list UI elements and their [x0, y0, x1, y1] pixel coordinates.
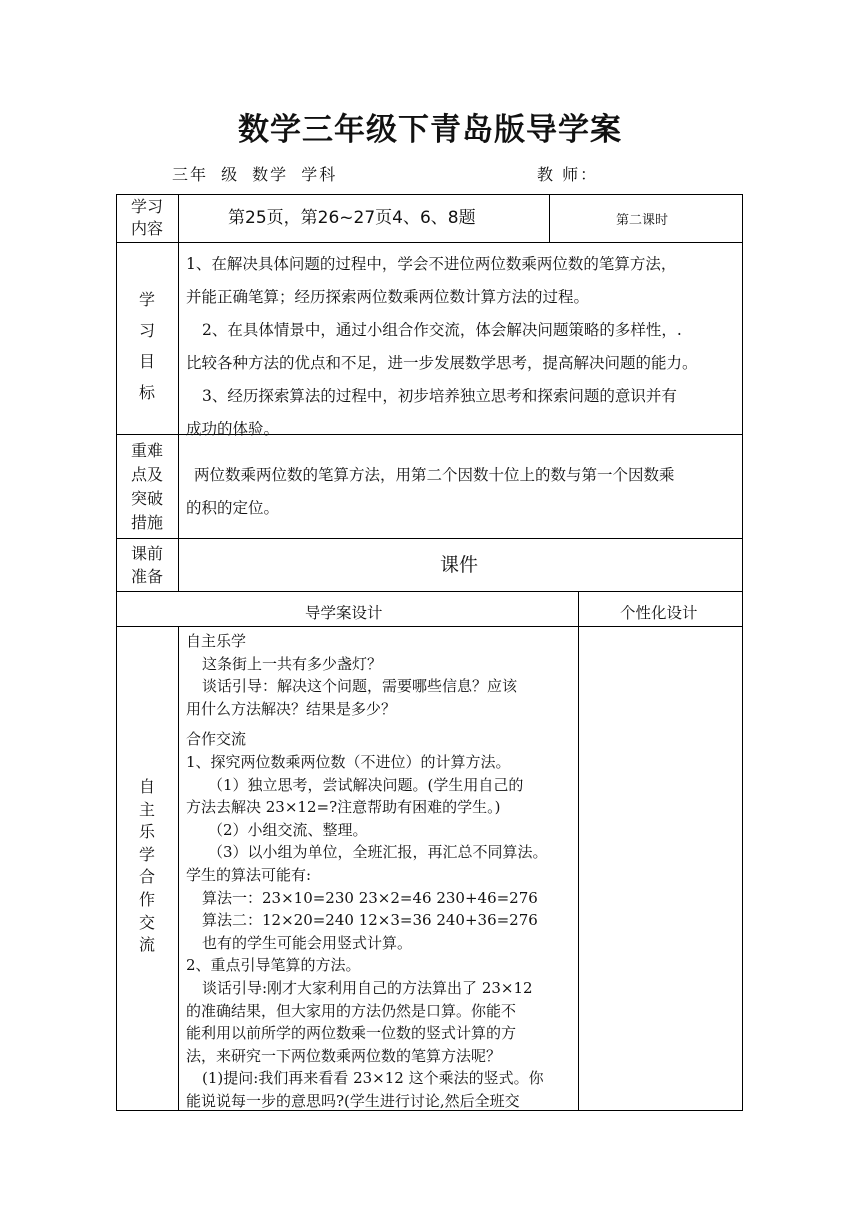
- content-line: 用什么方法解决？结果是多少？: [186, 699, 397, 718]
- learning-goals: [186, 248, 738, 446]
- lesson-column-divider: [549, 194, 550, 242]
- key-points-label-line: 重难: [130, 441, 163, 460]
- content-line: （3）以小组为单位，全班汇报，再汇总不同算法。: [208, 843, 548, 862]
- goal-line: 3、经历探索算法的过程中，初步培养独立思考和探索问题的意识并有: [202, 387, 677, 405]
- teacher-label: 教 师：: [537, 165, 599, 184]
- prep-label-line: 准备: [130, 567, 163, 586]
- content-line: 能利用以前所学的两位数乘一位数的竖式计算的方: [186, 1024, 517, 1043]
- content-line: 方法去解决 23×12=?注意帮助有困难的学生。): [186, 798, 501, 817]
- section-heading: 自主乐学: [186, 632, 247, 650]
- content-line: 这条街上一共有多少盏灯？: [202, 654, 383, 673]
- main-label-char: 流: [138, 935, 155, 955]
- lesson-number: 第二课时: [616, 213, 669, 228]
- prep-content: 课件: [440, 554, 479, 576]
- content-line: 算法二：12×20=240 12×3=36 240+36=276: [202, 911, 538, 930]
- lesson-design-content: [186, 630, 576, 1112]
- spacer: [186, 720, 576, 728]
- key-points-line: 的积的定位。: [186, 499, 280, 517]
- main-label-char: 交: [138, 912, 155, 932]
- content-line: 也有的学生可能会用竖式计算。: [202, 933, 413, 952]
- content-line: (1)提问:我们再来看看 23×12 这个乘法的竖式。你: [202, 1069, 544, 1088]
- main-label-char: 学: [138, 844, 155, 864]
- goals-label-char: 标: [138, 383, 155, 402]
- section-heading: 合作交流: [186, 730, 247, 749]
- main-label-char: 自: [138, 777, 155, 796]
- main-label-char: 合: [138, 867, 155, 887]
- main-label: [117, 776, 177, 957]
- goals-label-char: 目: [138, 352, 155, 371]
- main-label-char: 主: [138, 799, 155, 819]
- main-label-char: 作: [138, 889, 155, 909]
- content-label-text: 学习内容: [130, 197, 163, 238]
- key-points: [186, 459, 738, 525]
- content-line: 法，来研究一下两位数乘两位数的笔算方法呢？: [186, 1046, 502, 1065]
- goals-label-char: 学: [138, 290, 155, 309]
- goals-label: [117, 284, 177, 408]
- content-label: [117, 196, 177, 240]
- personalized-design-header: 个性化设计: [620, 604, 698, 622]
- goal-line: 并能正确笔算；经历探索两位数乘两位数计算方法的过程。: [186, 288, 590, 306]
- content-line: （1）独立思考，尝试解决问题。(学生用自己的: [208, 775, 524, 794]
- goal-line: 1、在解决具体问题的过程中，学会不进位两位数乘两位数的笔算方法，: [186, 255, 677, 273]
- row-divider: [116, 591, 743, 592]
- content-line: 能说说每一步的意思吗?(学生进行讨论,然后全班交: [186, 1091, 520, 1110]
- row-divider: [116, 242, 743, 243]
- key-points-label-line: 措施: [130, 513, 163, 532]
- document-title: 数学三年级下青岛版导学案: [238, 112, 622, 148]
- design-header: 导学案设计: [305, 604, 383, 622]
- goal-line: 成功的体验。: [186, 420, 280, 438]
- label-column-divider: [178, 194, 179, 591]
- content-line: 学生的算法可能有:: [186, 865, 312, 884]
- content-line: 谈话引导：解决这个问题，需要哪些信息？应该: [202, 677, 518, 696]
- key-points-label: [117, 439, 177, 535]
- key-points-label-line: 突破: [130, 489, 163, 508]
- content-line: （2）小组交流、整理。: [208, 820, 368, 839]
- goal-line: 2、在具体情景中，通过小组合作交流，体会解决问题策略的多样性，.: [202, 321, 682, 339]
- grade-subject-line: 三年 级 数学 学科: [172, 165, 338, 184]
- prep-label: [117, 542, 177, 588]
- key-points-label-line: 点及: [130, 465, 163, 484]
- goals-label-char: 习: [138, 321, 155, 340]
- content-line: 谈话引导:刚才大家利用自己的方法算出了 23×12: [202, 978, 533, 997]
- prep-label-line: 课前: [130, 544, 163, 563]
- content-line: 1、探究两位数乘两位数（不进位）的计算方法。: [186, 752, 511, 771]
- main-label-char: 乐: [138, 822, 155, 842]
- content-line: 的准确结果，但大家用的方法仍然是口算。你能不: [186, 1001, 517, 1020]
- content-line: 算法一：23×10=230 23×2=46 230+46=276: [202, 888, 538, 907]
- design-column-divider: [578, 591, 579, 1111]
- label-column-divider: [178, 626, 179, 1111]
- goal-line: 比较各种方法的优点和不足，进一步发展数学思考，提高解决问题的能力。: [186, 354, 698, 372]
- row-divider: [116, 538, 743, 539]
- content-line: 2、重点引导笔算的方法。: [186, 956, 361, 975]
- content-pages: 第25页，第26~27页4、6、8题: [228, 208, 476, 228]
- key-points-line: 两位数乘两位数的笔算方法，用第二个因数十位上的数与第一个因数乘: [194, 466, 675, 484]
